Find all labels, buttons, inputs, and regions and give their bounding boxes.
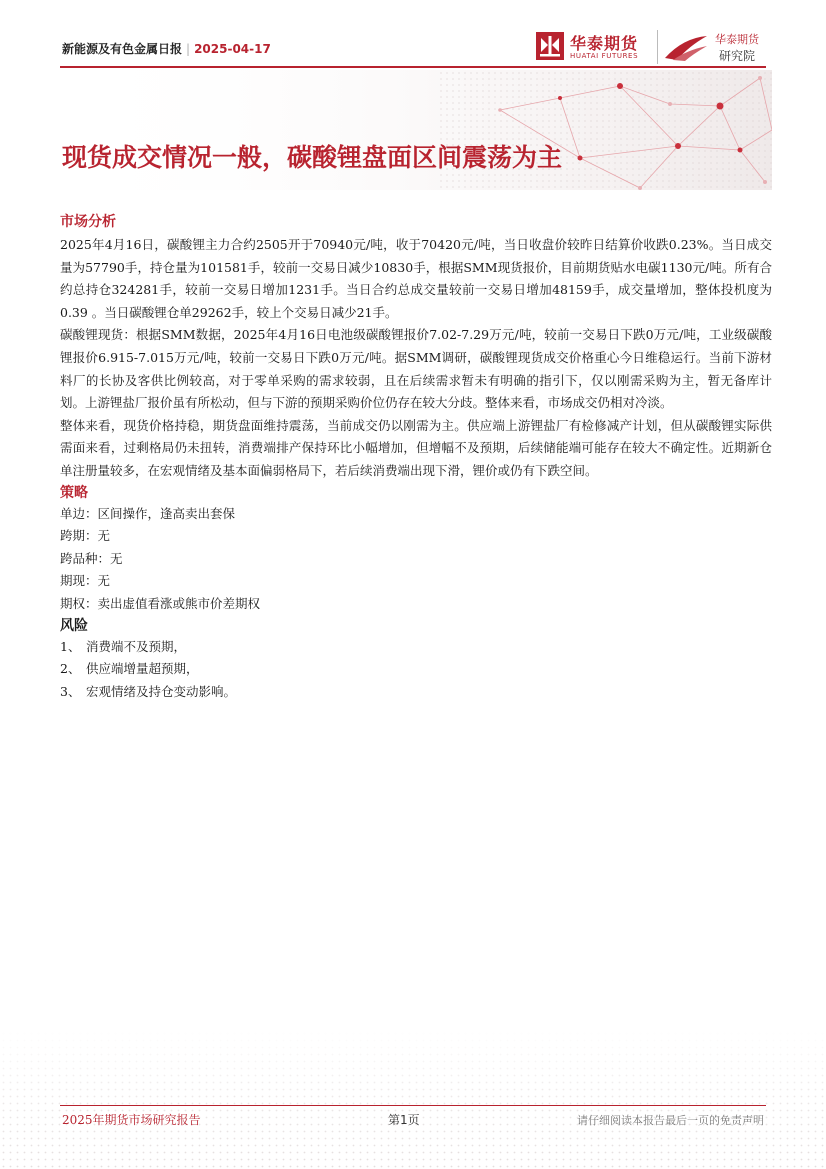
report-name: 新能源及有色金属日报 <box>62 42 183 56</box>
risk-item-number: 1、 <box>60 638 81 654</box>
market-paragraph: 整体来看，现货价格持稳，期货盘面维持震荡，当前成交仍以刚需为主。供应端上游锂盐厂有检修减产计划，但从碳酸锂实际供需面来看，过剩格局仍未扭转，消费端排产保持环比小幅增加，但增幅不及预期，后续储能端可能存在较大不确定性。近期新仓单注册量较多，在宏观情绪及基本面偏弱格局下，若后续消费端出现下滑，锂价或仍有下跌空间。 <box>60 417 772 478</box>
disclaimer-note: 请仔细阅读本报告最后一页的免责声明 <box>577 1114 764 1127</box>
footer-report-type: 2025年期货市场研究报告 <box>62 1113 201 1127</box>
report-body <box>60 212 772 703</box>
logo-name-cn: 华泰期货 <box>570 34 639 53</box>
strategy-heading: 策略 <box>60 484 88 501</box>
market-paragraph: 2025年4月16日，碳酸锂主力合约2505开于70940元/吨，收于70420元/吨，当日收盘价较昨日结算价收跌0.23%。当日成交量为57790手，持仓量为101581手，较前一交易日减少10830手，根据SMM现货报价，目前期货贴水电碳1130元/吨。所有合约总持仓324281手，较前一交易日增加1231手。当日合约总成交量较前一交易日增加48159手，成交量增加，整体投机度为0.39 。当日碳酸锂仓单29262手，较上个交易日减少21手。 <box>60 237 772 320</box>
header-separator: | <box>186 42 191 56</box>
market-paragraph: 碳酸锂现货：根据SMM数据，2025年4月16日电池级碳酸锂报价7.02-7.29万元/吨，较前一交易日下跌0万元/吨，工业级碳酸锂报价6.915-7.015万元/吨，较前一交易日下跌0万元/吨。据SMM调研，碳酸锂现货成交价格重心今日维稳运行。当前下游材料厂的长协及客供比例较高，对于零单采购的需求较弱，且在后续需求暂未有明确的指引下，仅以刚需采购为主，暂无备库计划。上游锂盐厂报价虽有所松动，但与下游的预期采购价位仍存在较大分歧。整体来看，市场成交仍相对冷淡。 <box>60 327 772 411</box>
market-analysis-heading: 市场分析 <box>60 214 116 230</box>
page-number: 第1页 <box>388 1113 420 1127</box>
risk-item-text: 消费端不及预期， <box>86 638 187 654</box>
footer-rule <box>60 1105 766 1106</box>
report-name-line <box>62 40 271 57</box>
risk-item-number: 3、 <box>60 683 81 699</box>
footer-dot-texture <box>0 1030 826 1169</box>
risk-item-number: 2、 <box>60 661 81 677</box>
strategy-item: 期现：无 <box>60 573 111 589</box>
report-date: 2025-04-17 <box>194 42 271 56</box>
risk-item-text: 供应端增量超预期， <box>86 661 199 677</box>
huatai-futures-logo <box>536 30 654 66</box>
risk-item <box>60 658 772 681</box>
logo-name-en: HUATAI FUTURES <box>570 52 639 60</box>
institute-name-bottom: 研究院 <box>719 49 756 63</box>
strategy-item: 期权：卖出虚值看涨或熊市价差期权 <box>60 595 261 611</box>
huatai-emblem-icon <box>536 32 564 60</box>
risk-item <box>60 681 772 704</box>
logo-divider <box>657 30 658 64</box>
risk-heading: 风险 <box>60 617 88 634</box>
research-wing-icon <box>663 34 709 62</box>
risk-item-text: 宏观情绪及持仓变动影响。 <box>86 683 237 699</box>
page-header <box>0 0 826 64</box>
strategy-item: 跨品种：无 <box>60 550 123 566</box>
research-institute-logo <box>663 30 767 66</box>
risk-item <box>60 636 772 659</box>
strategy-item: 单边：区间操作，逢高卖出套保 <box>60 505 236 521</box>
header-rule <box>60 66 766 68</box>
page-title: 现货成交情况一般，碳酸锂盘面区间震荡为主 <box>62 143 563 172</box>
strategy-item: 跨期：无 <box>60 528 111 544</box>
institute-name-top: 华泰期货 <box>715 33 759 46</box>
